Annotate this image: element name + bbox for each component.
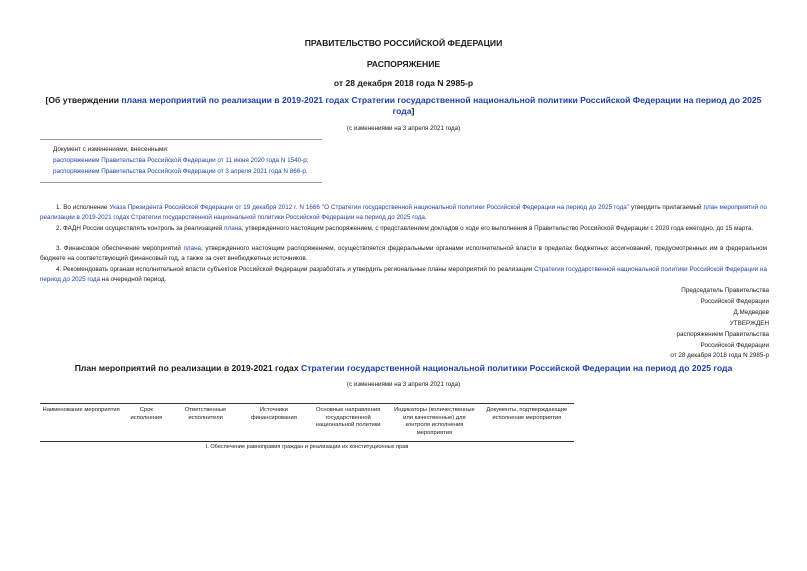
document-date-number: от 28 декабря 2018 года N 2985-р (333, 78, 474, 88)
signature-line-1: Председатель Правительства (681, 287, 769, 294)
paragraph-2-text-b: , утвержденного настоящим распоряжением, с представлением докладов о ходе его выполнения в Правительство Российской Федерации с 2020 года ежегодно, до 15 марта. (241, 225, 754, 232)
approval-line-4: от 28 декабря 2018 года N 2985-р (670, 352, 769, 359)
document-type: РАСПОРЯЖЕНИЕ (366, 59, 441, 69)
paragraph-2-text-a: 2. ФАДН России осуществлять контроль за реализацией (56, 225, 225, 232)
plan-link-2[interactable]: плана (224, 225, 242, 232)
changes-note: (с изменениями на 3 апреля 2021 года) (346, 125, 461, 132)
column-header-deadline: Срок исполнения (122, 404, 170, 442)
column-header-directions: Основные направления государственной национальной политики (307, 404, 389, 442)
plan-table (40, 403, 574, 452)
paragraph-4-text-a: 4. Рекомендовать органам исполнительной власти субъектов Российской Федерации разработать и утвердить региональные планы мероприятий по реализации (56, 266, 535, 273)
paragraph-1-text-c: . (424, 214, 427, 221)
column-header-funding: Источники финансирования (241, 404, 307, 442)
signature-line-2: Российской Федерации (700, 298, 769, 305)
amendment-link-2[interactable]: распоряжением Правительства Российской Федерации от 3 апреля 2021 года N 866-р. (53, 168, 308, 175)
plan-link[interactable]: план мероприятий по реализации в 2019-2021 годах Стратегии государственной национальной политики Российской Федерации на период до 2025 года (40, 204, 767, 221)
paragraph-4 (40, 265, 767, 285)
title-prefix: [Об утверждении (45, 95, 122, 105)
strategy-link[interactable]: Стратегии государственной национальной политики Российской Федерации на период до 2025 года (40, 266, 767, 283)
paragraph-1 (40, 203, 767, 223)
plan-strategy-link[interactable]: Стратегии государственной национальной политики Российской Федерации на период до 2025 года (301, 363, 733, 373)
government-heading: ПРАВИТЕЛЬСТВО РОССИЙСКОЙ ФЕДЕРАЦИИ (304, 38, 503, 48)
decree-link[interactable]: Указа Президента Российской Федерации от 19 декабря 2012 г. N 1666 "О Стратегии государственной национальной политики Российской Федерации на период до 2025 года" (109, 204, 630, 211)
column-header-name: Наименование мероприятия (40, 404, 122, 442)
table-section-row (40, 442, 574, 453)
approval-line-3: Российской Федерации (700, 342, 769, 349)
amendments-heading: Документ с изменениями, внесенными: (53, 146, 169, 153)
approval-line-1: УТВЕРЖДЕН (729, 320, 769, 327)
amendment-link-1[interactable]: распоряжением Правительства Российской Федерации от 11 июня 2020 года N 1540-р; (53, 157, 309, 164)
title-plan-link[interactable]: плана мероприятий по реализации в 2019-2021 годах Стратегии государственной национальной политики Российской Федерации на период до 2025 года (121, 95, 762, 116)
title-suffix: ] (411, 106, 415, 116)
paragraph-3 (40, 244, 767, 264)
plan-title-prefix: План мероприятий по реализации в 2019-2021 годах (74, 363, 301, 373)
plan-table-header-row (40, 404, 574, 442)
amendments-bottom-divider (40, 182, 322, 183)
paragraph-4-text-b: на очередной период. (100, 276, 167, 283)
amendments-top-divider (40, 139, 322, 140)
paragraph-3-text-b: , утвержденного настоящим распоряжением, осуществляется федеральными органами исполнительной власти в пределах бюджетных ассигнований, предусмотренных им в федеральном бюджете на соответствующий финансовый год, а также за счет внебюджетных источников. (40, 245, 768, 262)
plan-title (40, 363, 767, 373)
paragraph-1-text-a: 1. Во исполнение (56, 204, 110, 211)
document-title (40, 95, 767, 117)
column-header-documents: Документы, подтверждающие исполнение мероприятия (480, 404, 574, 442)
paragraph-3-text-a: 3. Финансовое обеспечение мероприятий (56, 245, 184, 252)
column-header-responsible: Ответственные исполнители (170, 404, 240, 442)
section-heading-cell: I. Обеспечение равноправия граждан и реализации их конституционных прав (205, 444, 409, 451)
plan-link-3[interactable]: плана (183, 245, 202, 252)
column-header-indicators: Индикаторы (количественные или качественные) для контроля исполнения мероприятия (389, 404, 479, 442)
signature-line-3: Д.Медведев (733, 309, 769, 316)
paragraph-2 (40, 224, 767, 234)
plan-changes-note: (с изменениями на 3 апреля 2021 года) (346, 381, 461, 388)
paragraph-1-text-b: утвердить прилагаемый (629, 204, 704, 211)
approval-line-2: распоряжением Правительства (676, 331, 769, 338)
